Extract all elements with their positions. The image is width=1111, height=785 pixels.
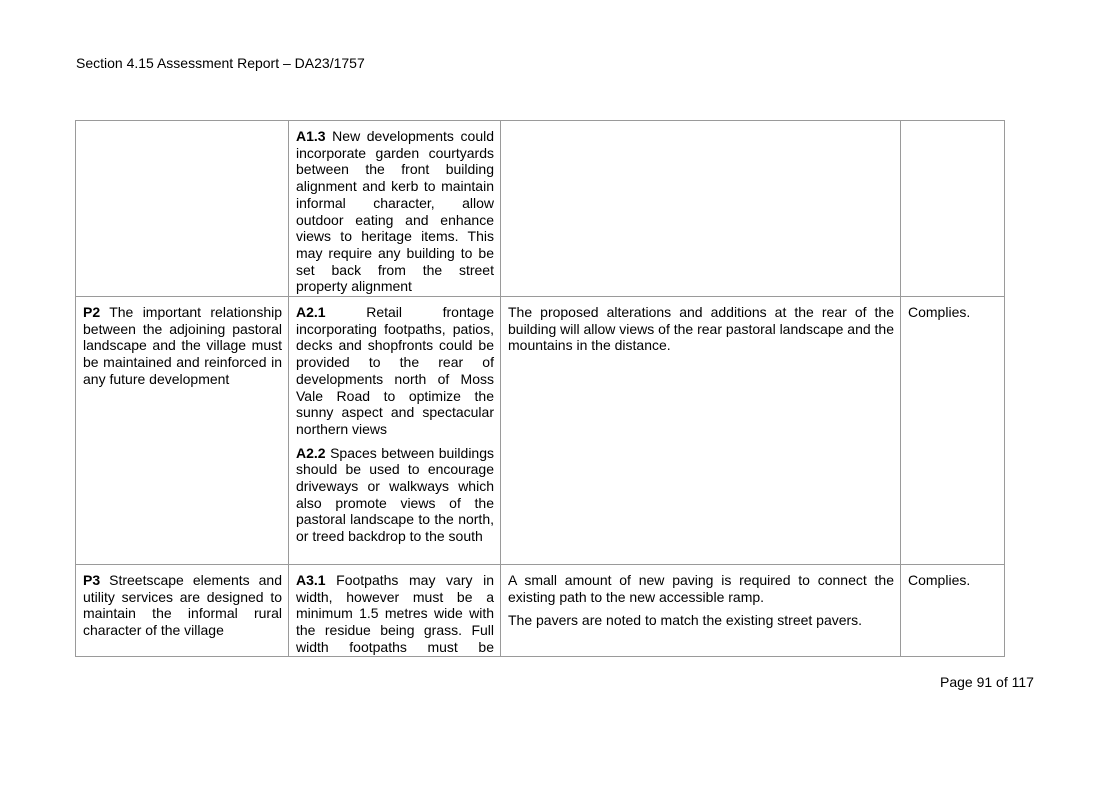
performance-criteria-cell	[76, 297, 289, 565]
page-number: Page 91 of 117	[940, 674, 1034, 690]
clause-code: A2.1	[296, 304, 326, 320]
clause-text: New developments could incorporate garden courtyards between the front building alignment and kerb to maintain informal character, allow outdoor eating and enhance views to heritage items. This may require any building to be set back from the street property alignment	[296, 128, 494, 295]
acceptable-solution-paragraph	[296, 304, 494, 438]
clause-code: P3	[83, 572, 101, 588]
compliance-cell	[901, 297, 1005, 565]
clause-text: Streetscape elements and utility services are designed to maintain the informal rural character of the village	[83, 572, 282, 639]
compliance-status: Complies.	[908, 304, 971, 320]
comment-paragraph: The proposed alterations and additions at the rear of the building will allow views of the rear pastoral landscape and the mountains in the distance.	[508, 304, 894, 354]
clause-code: P2	[83, 304, 101, 320]
comment-cell	[501, 121, 901, 297]
table-row	[76, 121, 1005, 297]
table-row	[76, 565, 1005, 657]
comment-paragraph: A small amount of new paving is required to connect the existing path to the new accessible ramp.	[508, 572, 894, 605]
comment-cell	[501, 297, 901, 565]
clause-text: Footpaths may vary in width, however must be a minimum 1.5 metres wide with the residue being grass. Full width footpaths must be	[296, 572, 494, 655]
assessment-table	[75, 120, 1005, 657]
compliance-cell	[901, 121, 1005, 297]
table-row	[76, 297, 1005, 565]
acceptable-solution-cell	[289, 121, 501, 297]
acceptable-solution-cell	[289, 297, 501, 565]
acceptable-solution-cell	[289, 565, 501, 657]
performance-criteria-cell	[76, 121, 289, 297]
clause-text: The important relationship between the adjoining pastoral landscape and the village must be maintained and reinforced in any future development	[83, 304, 282, 387]
clause-code: A3.1	[296, 572, 326, 588]
clause-code: A1.3	[296, 128, 326, 144]
acceptable-solution-paragraph	[296, 572, 494, 656]
clause-text: Spaces between buildings should be used to encourage driveways or walkways which also promote views of the pastoral landscape to the north, or treed backdrop to the south	[296, 444, 494, 545]
clause-code: A2.2	[296, 444, 326, 461]
page-header: Section 4.15 Assessment Report – DA23/1757	[76, 55, 365, 71]
comment-cell	[501, 565, 901, 657]
performance-criteria-paragraph	[83, 572, 282, 639]
clause-text: Retail frontage incorporating footpaths, patios, decks and shopfronts could be provided to the rear of developments north of Moss Vale Road to optimize the sunny aspect and spectacular northern views	[296, 304, 494, 437]
compliance-status: Complies.	[908, 572, 971, 588]
acceptable-solution-paragraph	[296, 128, 494, 295]
acceptable-solution-paragraph	[296, 445, 494, 545]
performance-criteria-cell	[76, 565, 289, 657]
performance-criteria-paragraph	[83, 304, 282, 388]
comment-paragraph: The pavers are noted to match the existing street pavers.	[508, 612, 863, 629]
compliance-cell	[901, 565, 1005, 657]
